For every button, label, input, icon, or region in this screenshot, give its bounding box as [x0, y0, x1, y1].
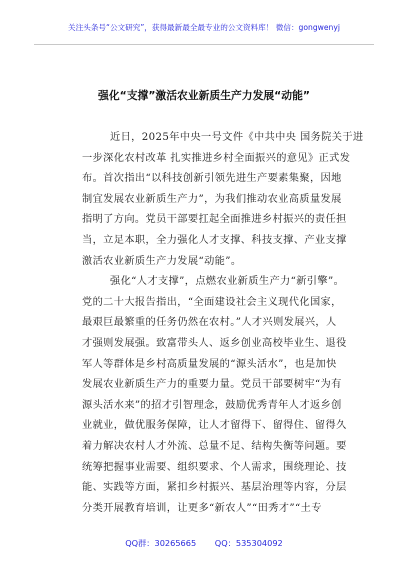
body-line: 统筹把握事业需要、组织要求、个人需求，围绕理论、技 [82, 461, 347, 473]
body-line: 一步深化农村改革 扎实推进乡村全面振兴的意见》正式发 [82, 152, 351, 164]
body-line: 业就业，做优服务保障，让人才留得下、留得住、留得久 [82, 420, 347, 432]
body-line: 强化“人才支撑”，点燃农业新质生产力“新引擎”。 [110, 276, 345, 288]
body-line: 军人等群体是乡村高质量发展的“源头活水”，也是加快 [82, 358, 337, 370]
body-line: 最艰巨最繁重的任务仍然在农村。”人才兴则发展兴，人 [82, 317, 337, 329]
body-line: 制宜发展农业新质生产力”，为我们推动农业高质量发展 [82, 193, 342, 205]
body-line: 指明了方向。党员干部要扛起全面推进乡村振兴的责任担 [82, 214, 347, 226]
body-line: 源头活水来”的招才引智理念，鼓励优秀青年人才返乡创 [82, 399, 342, 411]
body-line: 分类开展教育培训，让更多“新农人”“田秀才”“土专 [82, 502, 322, 514]
body-line: 当，立足本职，全力强化人才支撑、科技支撑、产业支撑 [82, 234, 347, 246]
body-line: 发展农业新质生产力的重要力量。党员干部要树牢“为有 [82, 379, 342, 391]
document-body [82, 128, 364, 519]
body-line: 近日，2025年中央一号文件《中共中央 国务院关于进 [110, 132, 364, 143]
body-line: 着力解决农村人才外流、总量不足、结构失衡等问题。要 [82, 440, 347, 452]
body-line: 党的二十大报告指出，“全面建设社会主义现代化国家， [82, 296, 342, 308]
footer-contact [0, 538, 408, 549]
footer-qq-group: QQ群：30265665 [125, 538, 197, 548]
document-title: 强化“支撑”激活农业新质生产力发展“动能” [98, 89, 310, 102]
body-line: 布。首次指出“以科技创新引领先进生产要素集聚，因地 [82, 173, 342, 185]
body-line: 能、实践等方面，紧扣乡村振兴、基层治理等内容，分层 [82, 482, 347, 494]
body-line: 才强则发展强。致富带头人、返乡创业高校毕业生、退役 [82, 337, 347, 349]
footer-qq-number: QQ：535304092 [214, 538, 283, 548]
header-note: 关注头条号“公文研究”，获得最新最全最专业的公文资料库！ 微信：gongwenyj [68, 23, 340, 32]
header-divider [34, 44, 374, 45]
body-line: 激活农业新质生产力发展“动能”。 [82, 255, 242, 267]
